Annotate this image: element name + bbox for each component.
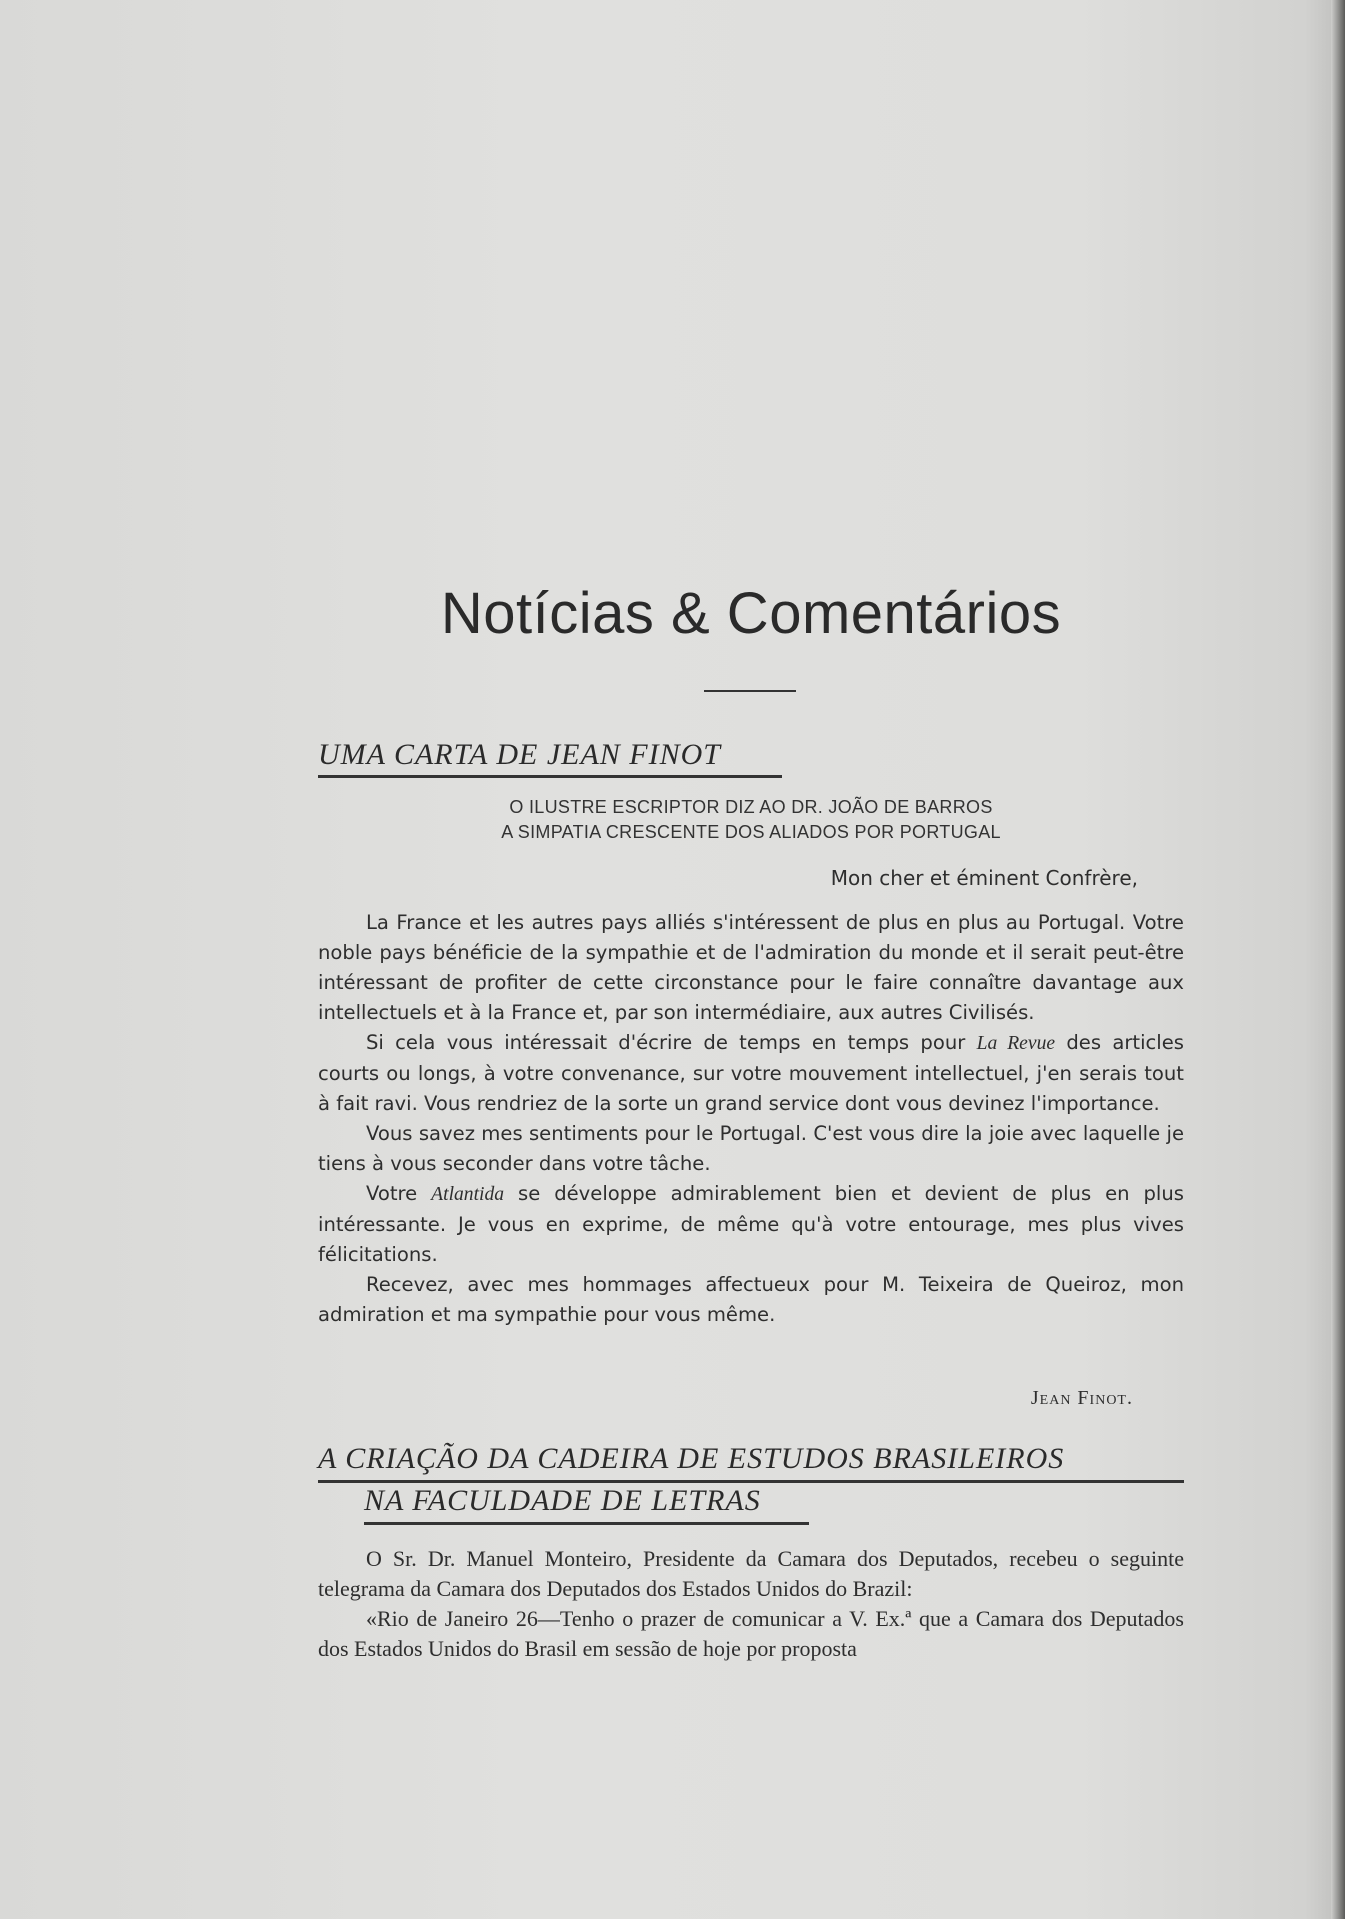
letter-paragraph-2 bbox=[318, 1028, 1184, 1119]
section2-heading-underline-2 bbox=[364, 1522, 809, 1525]
letter-signature: Jean Finot. bbox=[1030, 1387, 1133, 1409]
section1-heading-underline bbox=[318, 775, 782, 778]
letter-paragraph-5: Recevez, avec mes hommages affectueux pour M. Teixeira de Queiroz, mon admiration et ma sympathie pour vous même. bbox=[318, 1273, 1184, 1326]
page-title: Notícias & Comentários bbox=[440, 581, 1062, 646]
article2-body bbox=[318, 1544, 1184, 1664]
section1-subhead-line2: A SIMPATIA CRESCENTE DOS ALIADOS POR PORTUGAL bbox=[501, 822, 1001, 842]
letter-body bbox=[318, 908, 1184, 1330]
article2-paragraph-1: O Sr. Dr. Manuel Monteiro, Presidente da Camara dos Deputados, recebeu o seguinte telegrama da Camara dos Deputados dos Estados Unidos do Brazil: bbox=[318, 1546, 1184, 1601]
section1-heading: UMA CARTA DE JEAN FINOT bbox=[318, 738, 721, 771]
section2-heading-line1: A CRIAÇÃO DA CADEIRA DE ESTUDOS BRASILEIROS bbox=[318, 1442, 1065, 1475]
section2-heading-line2: NA FACULDADE DE LETRAS bbox=[364, 1484, 761, 1517]
letter-p4-italic: Atlantida bbox=[431, 1184, 505, 1205]
page-edge-shadow bbox=[1331, 0, 1345, 1919]
letter-p2-italic: La Revue bbox=[976, 1033, 1056, 1054]
section2-heading-underline-1 bbox=[318, 1480, 1184, 1483]
letter-p4-text-b: se développe admirablement bien et devient de plus en plus intéressante. Je vous en exprime, de même qu'à votre entourage, mes plus vives félicitations. bbox=[318, 1182, 1184, 1266]
letter-paragraph-3: Vous savez mes sentiments pour le Portugal. C'est vous dire la joie avec laquelle je tiens à vous seconder dans votre tâche. bbox=[318, 1122, 1184, 1175]
letter-p4-text-a: Votre bbox=[366, 1182, 432, 1205]
article2-paragraph-2: «Rio de Janeiro 26—Tenho o prazer de comunicar a V. Ex.ª que a Camara dos Deputados dos Estados Unidos do Brasil em sessão de hoje por proposta bbox=[318, 1606, 1184, 1661]
title-divider bbox=[704, 690, 796, 692]
letter-p2-text-a: Si cela vous intéressait d'écrire de temps en temps pour bbox=[366, 1031, 977, 1054]
section1-subhead-line1: O ILUSTRE ESCRIPTOR DIZ AO DR. JOÃO DE BARROS bbox=[509, 797, 993, 817]
letter-salutation: Mon cher et éminent Confrère, bbox=[830, 866, 1138, 890]
letter-paragraph-4 bbox=[318, 1179, 1184, 1270]
letter-p2-text-b: des articles courts ou longs, à votre convenance, sur votre mouvement intellectuel, j'en serais tout à fait ravi. Vous rendriez de la sorte un grand service dont vous devinez l'importance. bbox=[318, 1031, 1184, 1115]
letter-paragraph-1: La France et les autres pays alliés s'intéressent de plus en plus au Portugal. Votre noble pays bénéficie de la sympathie et de l'admiration du monde et il serait peut-être intéressant de profiter de cette circonstance pour le faire connaître davantage aux intellectuels et à la France et, par son intermédiaire, aux autres Civilisés. bbox=[318, 911, 1184, 1024]
